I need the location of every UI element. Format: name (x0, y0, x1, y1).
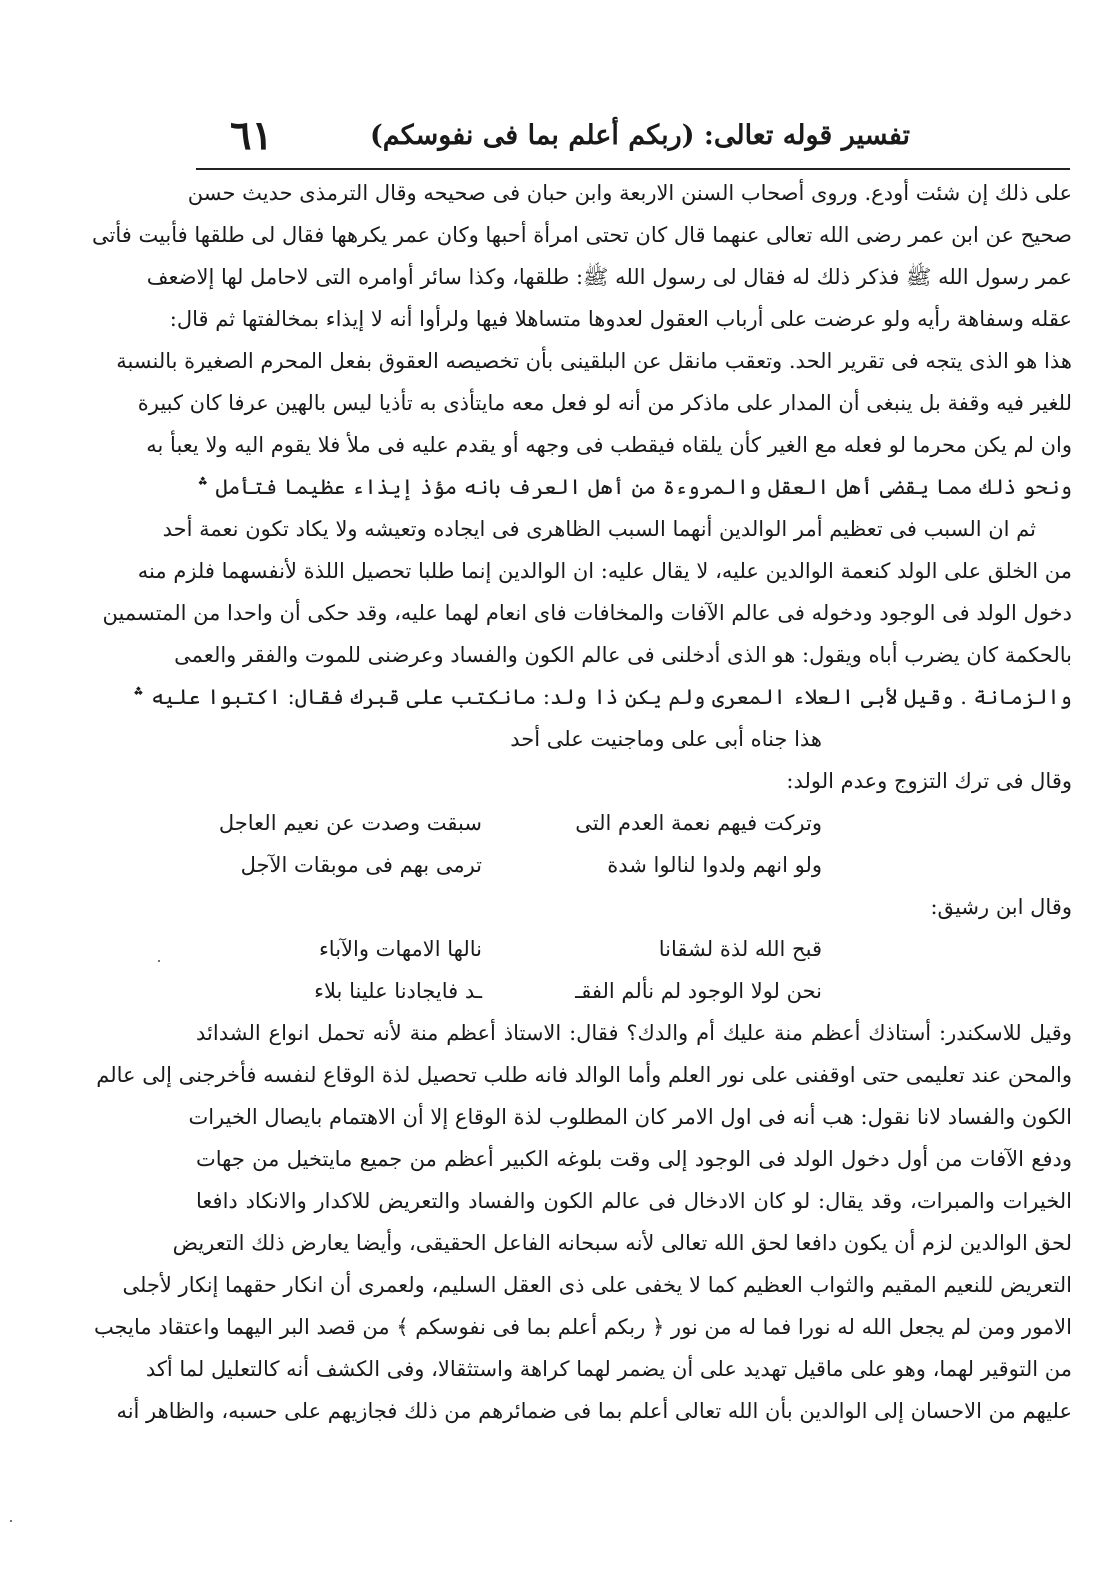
text-line: على ذلك إن شئت أودع. وروى أصحاب السنن الاربعة وابن حبان فى صحيحه وقال الترمذى حديث حسن (187, 181, 1072, 205)
verse-hemistich: ـد فايجادنا علينا بلاء (314, 979, 482, 1003)
text-line: من التوقير لهما، وهو على ماقيل تهديد على أن يضمر لهما كراهة واستثقالا، وفى الكشف أنه كالتعليل لما أكد (145, 1357, 1072, 1381)
verse-hemistich: وتركت فيهم نعمة العدم التى (575, 811, 822, 835)
text-line: ثم ان السبب فى تعظيم أمر الوالدين أنهما السبب الظاهرى فى ايجاده وتعيشه ولا يكاد تكون نعمة أحد (162, 517, 1036, 541)
text-line: للغير فيه وقفة بل ينبغى أن المدار على ماذكر من أنه لو فعل معه مايتأذى به تأذيا ليس بالهين عرفا كان كبيرة (137, 391, 1072, 415)
verse-line (196, 928, 1072, 970)
text-line: من الخلق على الولد كنعمة الوالدين عليه، لا يقال عليه: ان الوالدين إنما طلبا تحصيل اللذة لأنفسهما فلزم منه (137, 559, 1072, 583)
text-line: التعريض للنعيم المقيم والثواب العظيم كما لا يخفى على ذى العقل السليم، ولعمرى أن انكار حقهما إنكار لأجلى (122, 1273, 1072, 1297)
text-line: صحيح عن ابن عمر رضى الله تعالى عنهما قال كان تحتى امرأة أحبها وكان عمر يكرهها فقال لى طلقها فأبيت فأتى (91, 223, 1072, 247)
header-rule (196, 168, 1070, 170)
text-line: ونحو ذلك مما يقضى أهل العقل والمروءة من أهل العرف بانه مؤذ إيذاء عظيما فتأمل ؞ (196, 475, 1072, 499)
text-line: الكون والفساد لانا نقول: هب أنه فى اول الامر كان المطلوب لذة الوقاع إلا أن الاهتمام بايصال الخيرات (188, 1105, 1072, 1129)
text-line: الامور ومن لم يجعل الله له نورا فما له من نور ﴿ ربكم أعلم بما فى نفوسكم ﴾ من قصد البر اليهما واعتقاد مايجب (93, 1315, 1072, 1339)
page-number: ٦١ (230, 112, 273, 159)
text-line: عقله وسفاهة رأيه ولو عرضت على أرباب العقول لعدوها متساهلا فيها ولرأوا أنه لا إيذاء بمخالفتها ثم قال: (169, 307, 1072, 331)
text-line: عليهم من الاحسان إلى الوالدين بأن الله تعالى أعلم بما فى ضمائرهم من ذلك فجازيهم على حسبه، والظاهر أنه (116, 1399, 1072, 1423)
verse-text: هذا جناه أبى على وماجنيت على أحد (510, 727, 822, 751)
text-line: وان لم يكن محرما لو فعله مع الغير كأن يلقاه فيقطب فى وجهه أو يقدم عليه فى ملأ فلا يقوم اليه ولا يعبأ به (146, 433, 1072, 457)
text-line: دخول الولد فى الوجود ودخوله فى عالم الآفات والمخافات فاى انعام لهما عليه، وقد حكى أن واحدا من المتسمين (102, 601, 1072, 625)
page-header (200, 112, 1070, 168)
text-line: ودفع الآفات من أول دخول الولد فى الوجود إلى وقت بلوغه الكبير أعظم من جميع مايتخيل من جهات (196, 1147, 1072, 1171)
text-line: وقال فى ترك التزوج وعدم الولد: (786, 769, 1072, 793)
running-title: تفسير قوله تعالى: (ربكم أعلم بما فى نفوسكم) (369, 120, 910, 151)
text-line: وقال ابن رشيق: (930, 895, 1072, 919)
verse-line (196, 802, 1072, 844)
text-line: والمحن عند تعليمى حتى اوقفنى على نور العلم وأما الوالد فانه طلب تحصيل لذة الوقاع لنفسه فأخرجنى إلى عالم (96, 1063, 1072, 1087)
verse-hemistich: ترمى بهم فى موبقات الآجل (240, 853, 482, 877)
scan-speck (158, 960, 160, 962)
verse-hemistich: قبح الله لذة لشقانا (658, 937, 822, 961)
verse-hemistich: ولو انهم ولدوا لنالوا شدة (607, 853, 822, 877)
scan-speck (10, 1520, 12, 1522)
verse-line (196, 970, 1072, 1012)
verse-hemistich: نحن لولا الوجود لم نألم الفقـ (575, 979, 822, 1003)
text-line: عمر رسول الله ﷺ فذكر ذلك له فقال لى رسول الله ﷺ: طلقها، وكذا سائر أوامره التى لاحامل لها إلاضعف (146, 265, 1072, 289)
page-body (91, 172, 1072, 1432)
text-line: والزمانة . وقيل لأبى العلاء المعرى ولم يكن ذا ولد: مانكتب على قبرك فقال: اكتبوا عليه ؞ (132, 685, 1072, 709)
verse-hemistich: نالها الامهات والآباء (318, 937, 482, 961)
text-line: بالحكمة كان يضرب أباه ويقول: هو الذى أدخلنى فى عالم الكون والفساد وعرضنى للموت والفقر والعمى (174, 643, 1072, 667)
text-line: لحق الوالدين لزم أن يكون دافعا لحق الله تعالى لأنه سبحانه الفاعل الحقيقى، وأيضا يعارض ذلك التعريض (172, 1231, 1072, 1255)
verse-line (196, 718, 1072, 760)
text-line: وقيل للاسكندر: أستاذك أعظم منة عليك أم والدك؟ فقال: الاستاذ أعظم منة لأنه تحمل انواع الشدائد (196, 1021, 1072, 1045)
verse-hemistich: سبقت وصدت عن نعيم العاجل (218, 811, 482, 835)
text-line: الخيرات والمبرات، وقد يقال: لو كان الادخال فى عالم الكون والفساد والتعريض للاكدار والانكاد دافعا (196, 1189, 1072, 1213)
verse-line (196, 844, 1072, 886)
text-line: هذا هو الذى يتجه فى تقرير الحد. وتعقب مانقل عن البلقينى بأن تخصيصه العقوق بفعل المحرم الصغيرة بالنسبة (116, 349, 1072, 373)
